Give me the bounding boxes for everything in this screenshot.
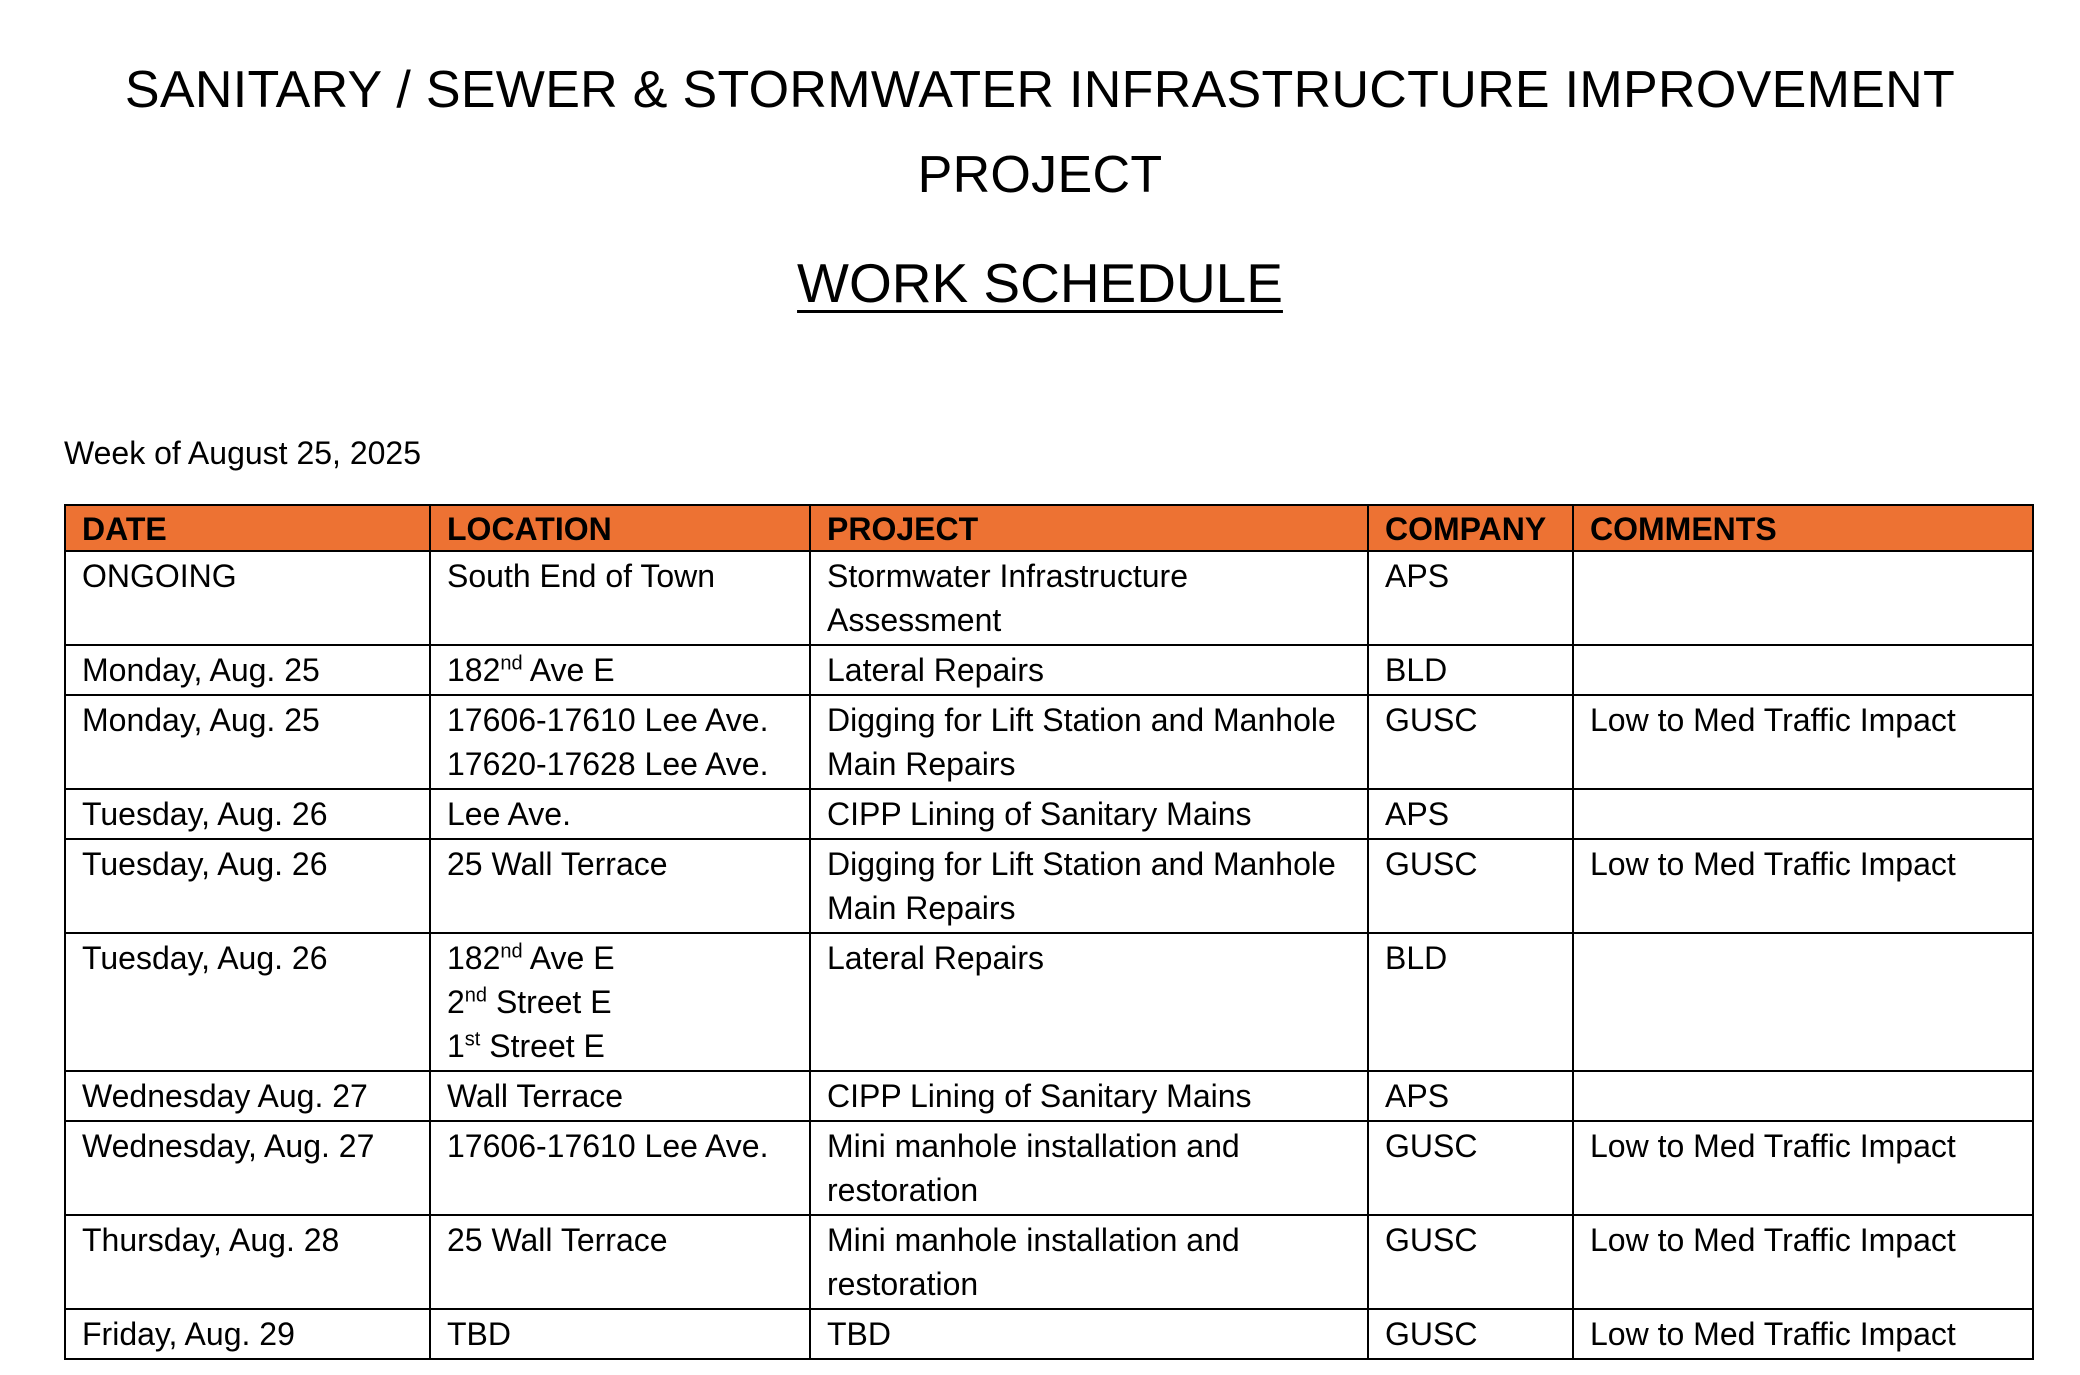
location-line (447, 1024, 793, 1068)
cell-project: TBD (810, 1309, 1368, 1359)
document-subtitle (0, 248, 2080, 318)
location-number: 182 (447, 652, 501, 688)
cell-company: APS (1368, 1071, 1573, 1121)
location-line: South End of Town (447, 558, 716, 594)
location-line: TBD (447, 1316, 511, 1352)
ordinal-suffix: nd (464, 984, 488, 1007)
cell-comments: Low to Med Traffic Impact (1573, 1215, 2033, 1309)
cell-company: GUSC (1368, 1309, 1573, 1359)
location-line: Lee Ave. (447, 796, 571, 832)
document-title (0, 48, 2080, 218)
cell-company: BLD (1368, 645, 1573, 695)
cell-company: GUSC (1368, 1121, 1573, 1215)
cell-comments (1573, 789, 2033, 839)
location-line: 25 Wall Terrace (447, 1222, 668, 1258)
cell-project: CIPP Lining of Sanitary Mains (810, 789, 1368, 839)
cell-company: GUSC (1368, 1215, 1573, 1309)
cell-location (430, 933, 810, 1071)
location-line (447, 648, 793, 692)
cell-company: GUSC (1368, 695, 1573, 789)
location-street: Street E (480, 1028, 605, 1064)
cell-comments: Low to Med Traffic Impact (1573, 839, 2033, 933)
cell-date: ONGOING (65, 551, 430, 645)
cell-project: Lateral Repairs (810, 645, 1368, 695)
title-line-2: PROJECT (917, 146, 1163, 204)
cell-company: APS (1368, 789, 1573, 839)
cell-location (430, 1121, 810, 1215)
week-of-label: Week of August 25, 2025 (64, 435, 421, 471)
table-row (65, 933, 2033, 1071)
header-project: PROJECT (810, 505, 1368, 551)
cell-date: Monday, Aug. 25 (65, 645, 430, 695)
cell-comments (1573, 933, 2033, 1071)
location-street: Ave E (522, 940, 615, 976)
cell-location (430, 839, 810, 933)
cell-date: Friday, Aug. 29 (65, 1309, 430, 1359)
cell-date: Tuesday, Aug. 26 (65, 789, 430, 839)
location-line (447, 936, 793, 980)
cell-comments (1573, 645, 2033, 695)
cell-project: CIPP Lining of Sanitary Mains (810, 1071, 1368, 1121)
ordinal-suffix: nd (500, 940, 523, 963)
cell-project: Mini manhole installation and restoration (810, 1121, 1368, 1215)
cell-location (430, 1215, 810, 1309)
table-row (65, 789, 2033, 839)
location-line: 17606-17610 Lee Ave. (447, 1128, 769, 1164)
cell-project: Stormwater Infrastructure Assessment (810, 551, 1368, 645)
table-row (65, 1309, 2033, 1359)
cell-project: Mini manhole installation and restoration (810, 1215, 1368, 1309)
cell-location (430, 695, 810, 789)
cell-date: Wednesday, Aug. 27 (65, 1121, 430, 1215)
table-row (65, 1121, 2033, 1215)
cell-date: Monday, Aug. 25 (65, 695, 430, 789)
cell-location (430, 1309, 810, 1359)
subtitle-text: WORK SCHEDULE (797, 252, 1283, 314)
cell-company: GUSC (1368, 839, 1573, 933)
header-comments: COMMENTS (1573, 505, 2033, 551)
work-schedule-table (64, 504, 2034, 1360)
cell-date: Tuesday, Aug. 26 (65, 933, 430, 1071)
cell-date: Tuesday, Aug. 26 (65, 839, 430, 933)
location-street: Ave E (522, 652, 615, 688)
cell-comments: Low to Med Traffic Impact (1573, 1121, 2033, 1215)
ordinal-suffix: nd (500, 652, 523, 675)
table-row (65, 1215, 2033, 1309)
location-number: 182 (447, 940, 501, 976)
title-line-1: SANITARY / SEWER & STORMWATER INFRASTRUCTURE IMPROVEMENT (124, 61, 1956, 119)
table-row (65, 695, 2033, 789)
cell-project: Digging for Lift Station and Manhole Main Repairs (810, 695, 1368, 789)
cell-company: APS (1368, 551, 1573, 645)
cell-location (430, 1071, 810, 1121)
cell-location (430, 645, 810, 695)
location-line: Wall Terrace (447, 1078, 624, 1114)
location-line: 25 Wall Terrace (447, 846, 668, 882)
table-row (65, 839, 2033, 933)
cell-company: BLD (1368, 933, 1573, 1071)
table-row (65, 1071, 2033, 1121)
ordinal-suffix: st (464, 1028, 481, 1051)
location-line (447, 980, 793, 1024)
cell-comments: Low to Med Traffic Impact (1573, 1309, 2033, 1359)
cell-location (430, 789, 810, 839)
cell-comments (1573, 551, 2033, 645)
location-street: Street E (487, 984, 612, 1020)
cell-project: Digging for Lift Station and Manhole Main Repairs (810, 839, 1368, 933)
cell-date: Thursday, Aug. 28 (65, 1215, 430, 1309)
cell-project: Lateral Repairs (810, 933, 1368, 1071)
header-company: COMPANY (1368, 505, 1573, 551)
table-row (65, 645, 2033, 695)
cell-location (430, 551, 810, 645)
table-row (65, 551, 2033, 645)
location-line: 17620-17628 Lee Ave. (447, 746, 769, 782)
cell-comments (1573, 1071, 2033, 1121)
table-header-row (65, 505, 2033, 551)
location-number: 1 (447, 1028, 465, 1064)
location-number: 2 (447, 984, 465, 1020)
table-body (65, 551, 2033, 1359)
cell-comments: Low to Med Traffic Impact (1573, 695, 2033, 789)
header-location: LOCATION (430, 505, 810, 551)
location-line: 17606-17610 Lee Ave. (447, 702, 769, 738)
cell-date: Wednesday Aug. 27 (65, 1071, 430, 1121)
header-date: DATE (65, 505, 430, 551)
